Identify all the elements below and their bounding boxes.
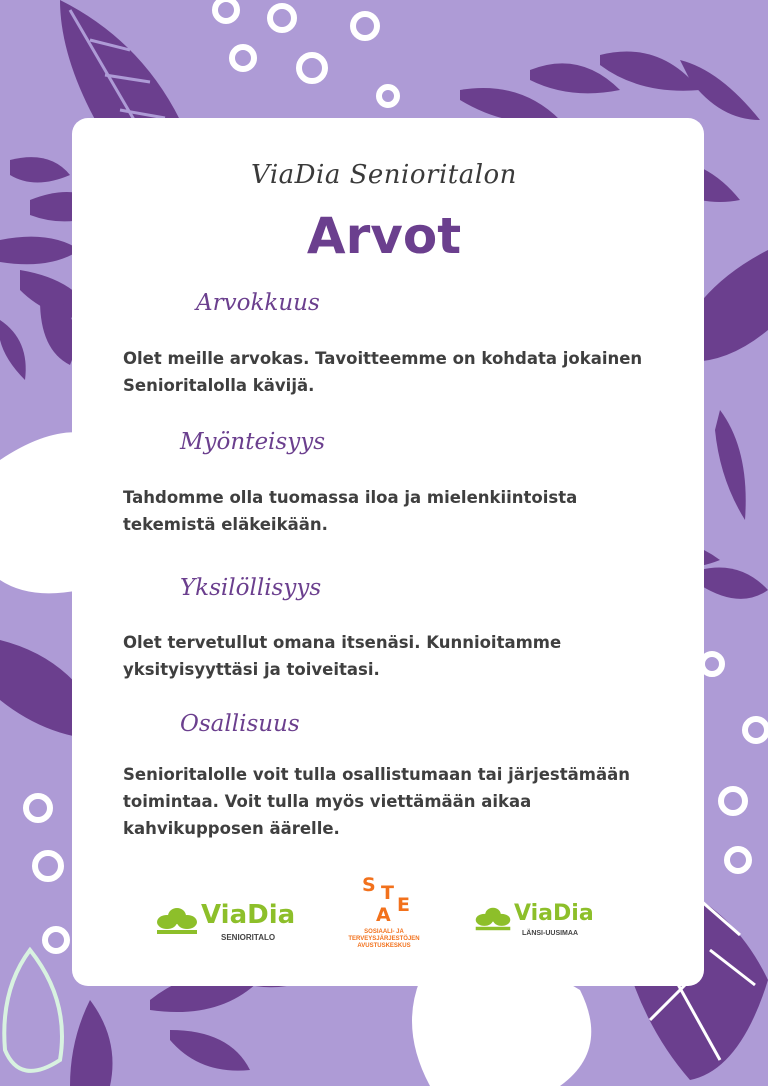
- stea-letter-t: T: [381, 882, 394, 904]
- outline-leaf-bottom-left: [4, 950, 62, 1071]
- page-title: Arvot: [306, 207, 462, 265]
- page-subtitle: ViaDia Senioritalon: [251, 160, 517, 190]
- stea-letter-a: A: [376, 904, 391, 926]
- section-text-osallisuus: Senioritalolle voit tulla osallistumaan tai järjestämään toimintaa. Voit tulla myös viettämään aikaa kahvikupposen äärelle.: [123, 765, 630, 838]
- logo-right-name: ViaDia: [514, 901, 594, 926]
- stea-text: [336, 929, 432, 950]
- section-heading-arvokkuus: Arvokkuus: [196, 290, 320, 316]
- logo-right-sub: LÄNSI-UUSIMAA: [522, 930, 578, 937]
- stea-line-1: SOSIAALI- JA: [364, 929, 404, 935]
- viadia-leaf-icon: [474, 906, 512, 932]
- stea-letter-s: S: [362, 874, 376, 896]
- stea-letter-e: E: [397, 894, 410, 916]
- section-heading-yksilollisyys: Yksilöllisyys: [180, 575, 322, 601]
- logo-left-name: ViaDia: [201, 900, 296, 930]
- section-heading-osallisuus: Osallisuus: [180, 711, 300, 737]
- viadia-leaf-icon: [155, 906, 199, 936]
- stea-line-3: AVUSTUSKESKUS: [357, 943, 411, 949]
- section-text-yksilollisyys: Olet tervetullut omana itsenäsi. Kunnioitamme yksityisyyttäsi ja toiveitasi.: [123, 633, 562, 679]
- logo-viadia-lansi-uusimaa: [474, 900, 594, 945]
- logo-stea: [336, 874, 432, 954]
- logo-viadia-senioritalo: [155, 900, 296, 950]
- section-text-myonteisyys: Tahdomme olla tuomassa iloa ja mielenkiintoista tekemistä eläkeikään.: [123, 488, 578, 534]
- section-heading-myonteisyys: Myönteisyys: [180, 429, 326, 455]
- section-text-arvokkuus: Olet meille arvokas. Tavoitteemme on kohdata jokainen Senioritalolla kävijä.: [123, 349, 643, 395]
- logo-left-sub: SENIORITALO: [221, 933, 276, 942]
- stea-line-2: TERVEYSJÄRJESTÖJEN: [348, 936, 420, 942]
